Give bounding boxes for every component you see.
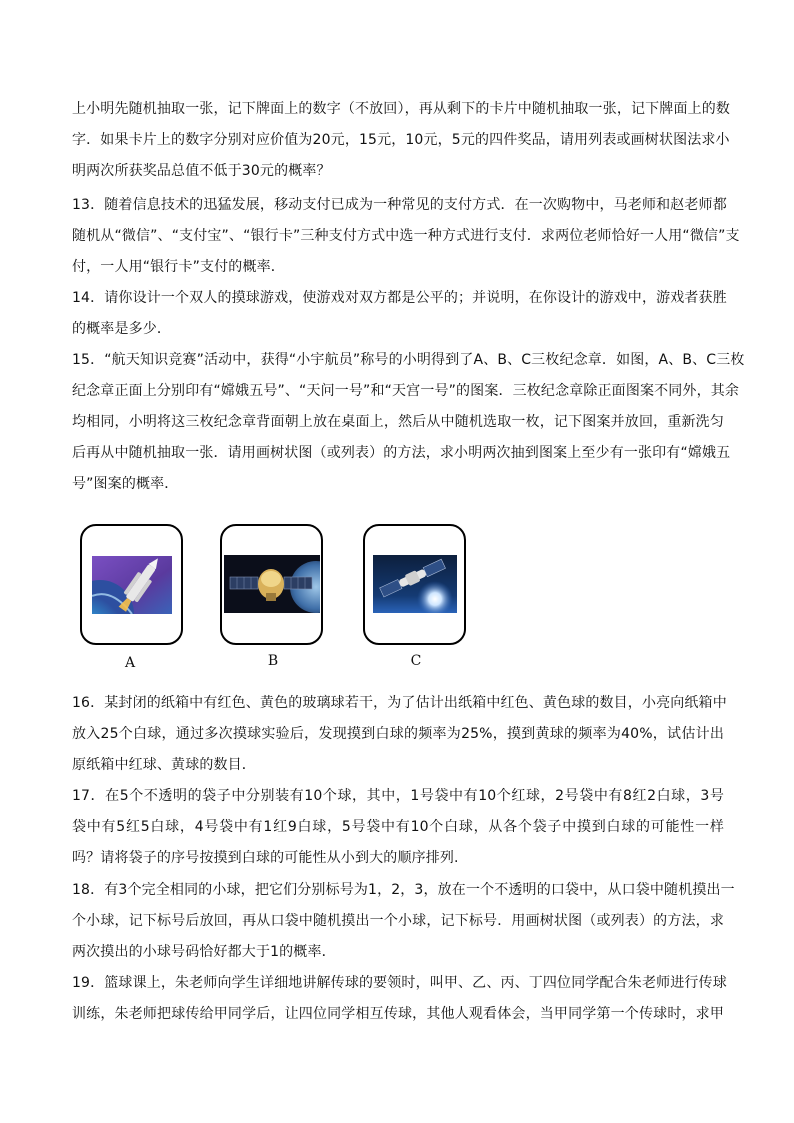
- text-line: 字．如果卡片上的数字分别对应价值为20元，15元，10元，5元的四件奖品，请用列表或画树状图法求小: [72, 132, 730, 148]
- mars-probe-image: [224, 555, 320, 613]
- medal-label-c: C: [410, 653, 422, 669]
- space-station-image: [373, 555, 457, 613]
- medal-label-b: B: [267, 653, 279, 669]
- text-line: 吗？请将袋子的序号按摸到白球的可能性从小到大的顺序排列.: [72, 850, 459, 866]
- text-line: 13．随着信息技术的迅猛发展，移动支付已成为一种常见的支付方式．在一次购物中，马老师和赵老师都: [72, 197, 727, 213]
- question-18: [72, 875, 735, 968]
- question-15: [72, 345, 745, 500]
- question-12-continued: [72, 94, 731, 187]
- medal-card-a: [80, 524, 183, 645]
- question-17: [72, 781, 724, 874]
- medal-card-b: [220, 524, 323, 645]
- text-line: 随机从“微信”、“支付宝”、“银行卡”三种支付方式中选一种方式进行支付．求两位老师恰好一人用“微信”支: [72, 228, 740, 244]
- text-line: 袋中有5红5白球，4号袋中有1红9白球，5号袋中有10个白球，从各个袋子中摸到白球的可能性一样: [72, 819, 724, 835]
- text-line: 训练，朱老师把球传给甲同学后，让四位同学相互传球，其他人观看体会，当甲同学第一个传球时，求甲: [72, 1006, 724, 1022]
- question-19: [72, 968, 727, 1030]
- text-line: 15．“航天知识竞赛”活动中，获得“小宇航员”称号的小明得到了A、B、C三枚纪念章．如图，A、B、C三枚: [72, 352, 745, 368]
- text-line: 均相同，小明将这三枚纪念章背面朝上放在桌面上，然后从中随机选取一枚，记下图案并放回，重新洗匀: [72, 414, 724, 430]
- text-line: 14．请你设计一个双人的摸球游戏，使游戏对双方都是公平的；并说明，在你设计的游戏中，游戏者获胜: [72, 290, 727, 306]
- text-line: 19．篮球课上，朱老师向学生详细地讲解传球的要领时，叫甲、乙、丙、丁四位同学配合朱老师进行传球: [72, 975, 727, 991]
- medal-label-a: A: [124, 655, 136, 671]
- text-line: 纪念章正面上分别印有“嫦娥五号”、“天问一号”和“天宫一号”的图案．三枚纪念章除正面图案不同外，其余: [72, 383, 740, 399]
- question-16: [72, 688, 727, 781]
- text-line: 18．有3个完全相同的小球，把它们分别标号为1，2，3，放在一个不透明的口袋中，从口袋中随机摸出一: [72, 882, 735, 898]
- medal-figure: [80, 522, 480, 682]
- text-line: 17．在5个不透明的袋子中分别装有10个球，其中，1号袋中有10个红球，2号袋中有8红2白球，3号: [72, 788, 724, 804]
- text-line: 号”图案的概率．: [72, 476, 179, 492]
- text-line: 个小球，记下标号后放回，再从口袋中随机摸出一个小球，记下标号．用画树状图（或列表）的方法，求: [72, 913, 724, 929]
- text-line: 付，一人用“银行卡”支付的概率．: [72, 259, 285, 275]
- text-line: 明两次所获奖品总值不低于30元的概率？: [72, 163, 331, 179]
- medal-card-c: [363, 524, 466, 645]
- question-14: [72, 283, 727, 345]
- question-13: [72, 190, 740, 283]
- text-line: 两次摸出的小球号码恰好都大于1的概率．: [72, 944, 336, 960]
- text-line: 放入25个白球，通过多次摸球实验后，发现摸到白球的频率为25%，摸到黄球的频率为40%，试估计出: [72, 726, 724, 742]
- text-line: 16．某封闭的纸箱中有红色、黄色的玻璃球若干，为了估计出纸箱中红色、黄色球的数目，小亮向纸箱中: [72, 695, 727, 711]
- text-line: 原纸箱中红球、黄球的数目．: [72, 757, 256, 773]
- text-line: 上小明先随机抽取一张，记下牌面上的数字（不放回），再从剩下的卡片中随机抽取一张，记下牌面上的数: [72, 101, 731, 117]
- text-line: 的概率是多少．: [72, 321, 172, 337]
- text-line: 后再从中随机抽取一张．请用画树状图（或列表）的方法，求小明两次抽到图案上至少有一张印有“嫦娥五: [72, 445, 731, 461]
- rocket-image: [92, 556, 172, 614]
